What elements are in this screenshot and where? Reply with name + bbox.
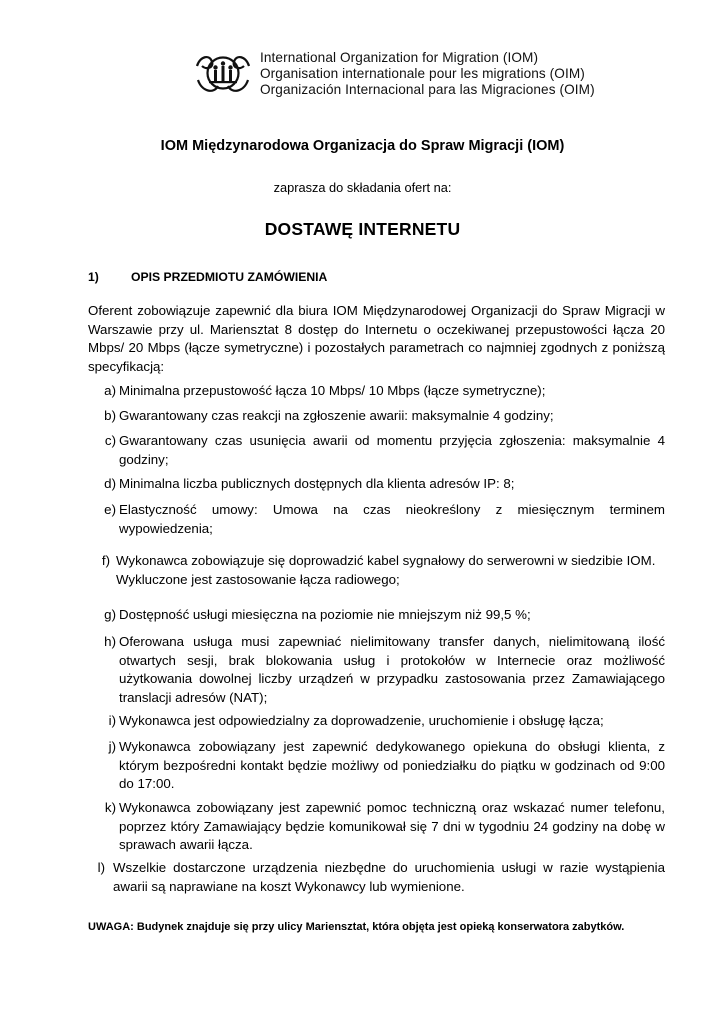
list-item-label: e) — [104, 502, 116, 517]
list-item-label: d) — [104, 476, 116, 491]
list-item-text: Elastyczność umowy: Umowa na czas nieokreślony z miesięcznym terminem wypowiedzenia; — [119, 502, 665, 536]
list-item-label: k) — [104, 800, 116, 815]
list-item — [104, 475, 665, 494]
list-item-label: i) — [108, 713, 116, 728]
note-warning — [88, 921, 668, 935]
list-item — [108, 712, 665, 731]
list-item-label: h) — [104, 634, 116, 649]
list-item-text: Wykonawca zobowiązany jest zapewnić dedykowanego opiekuna do obsługi klienta, z którym bezpośredni kontakt będzie możliwy od poniedziałku do piątku w godzinach od 9:00 do 17:00. — [119, 739, 665, 792]
list-item — [104, 432, 665, 469]
list-item-text: Gwarantowany czas usunięcia awarii od momentu przyjęcia zgłoszenia: maksymalnie 4 godziny; — [119, 433, 665, 467]
list-item — [104, 407, 665, 426]
list-item-text: Dostępność usługi miesięczna na poziomie nie mniejszym niż 99,5 %; — [119, 607, 531, 622]
list-item — [104, 382, 665, 401]
list-item-text: Wykonawca zobowiązuje się doprowadzić kabel sygnałowy do serwerowni w siedzibie IOM. Wykluczone jest zastosowanie łącza radiowego; — [116, 553, 656, 587]
list-item-text: Wykonawca jest odpowiedzialny za doprowadzenie, uruchomienie i obsługę łącza; — [119, 713, 604, 728]
list-item — [101, 552, 665, 589]
list-item — [104, 633, 665, 707]
logo-line-spanish: Organización Internacional para las Migraciones (OIM) — [260, 82, 595, 97]
list-item-label: b) — [104, 408, 116, 423]
list-item-text: Minimalna liczba publicznych dostępnych dla klienta adresów IP: 8; — [119, 476, 515, 491]
list-item-text: Wszelkie dostarczone urządzenia niezbędne do uruchomienia usługi w razie wystąpienia awarii są naprawiane na koszt Wykonawcy lub wymienione. — [113, 860, 665, 894]
list-item — [104, 606, 665, 625]
list-item-label: g) — [104, 607, 116, 622]
list-item-label: f) — [101, 553, 110, 568]
logo-line-french: Organisation internationale pour les migrations (OIM) — [260, 66, 585, 81]
invitation-text: zaprasza do składania ofert na: — [273, 180, 452, 195]
note-text: UWAGA: Budynek znajduje się przy ulicy Mariensztat, która objęta jest opieką konserwatora zabytków. — [88, 921, 625, 933]
list-item-label: a) — [104, 383, 116, 398]
list-item — [97, 859, 665, 896]
list-item-label: j) — [108, 739, 116, 754]
section-intro-paragraph: Oferent zobowiązuje zapewnić dla biura IOM Międzynarodowej Organizacji do Spraw Migracji w Warszawie przy ul. Mariensztat 8 dostęp do Internetu o oczekiwanej przepustowości łącza 20 Mbps/ 20 Mbps (łącze symetryczne) i pozostałych parametrach co najmniej zgodnych z poniższą specyfikacją: — [88, 303, 665, 374]
section-title: OPIS PRZEDMIOTU ZAMÓWIENIA — [131, 270, 328, 284]
list-item-text: Gwarantowany czas reakcji na zgłoszenie awarii: maksymalnie 4 godziny; — [119, 408, 554, 423]
list-item-text: Oferowana usługa musi zapewniać nielimitowany transfer danych, nielimitowaną ilość otwartych sesji, brak blokowania usług i protokołów w Internecie oraz możliwość użytkowania dowolnej liczby urządzeń w przypadku zastosowania przez Zamawiającego translacji adresów (NAT); — [119, 634, 665, 705]
document-title: DOSTAWĘ INTERNETU — [264, 219, 461, 239]
section-number: 1) — [88, 270, 99, 284]
logo-line-english: International Organization for Migration (IOM) — [260, 50, 539, 65]
organization-title: IOM Międzynarodowa Organizacja do Spraw Migracji (IOM) — [160, 138, 565, 154]
list-item-label: c) — [104, 433, 116, 448]
list-item — [104, 501, 665, 538]
list-item-text: Wykonawca zobowiązany jest zapewnić pomoc techniczną oraz wskazać numer telefonu, poprzez który Zamawiający będzie komunikował się 7 dni w tygodniu 24 godziny na dobę w sprawach awarii łącza. — [119, 800, 665, 853]
list-item — [104, 799, 665, 855]
list-item — [108, 738, 665, 794]
list-item-label: l) — [97, 860, 105, 875]
iom-logo-icon — [192, 50, 254, 96]
list-item-text: Minimalna przepustowość łącza 10 Mbps/ 10 Mbps (łącze symetryczne); — [119, 383, 546, 398]
